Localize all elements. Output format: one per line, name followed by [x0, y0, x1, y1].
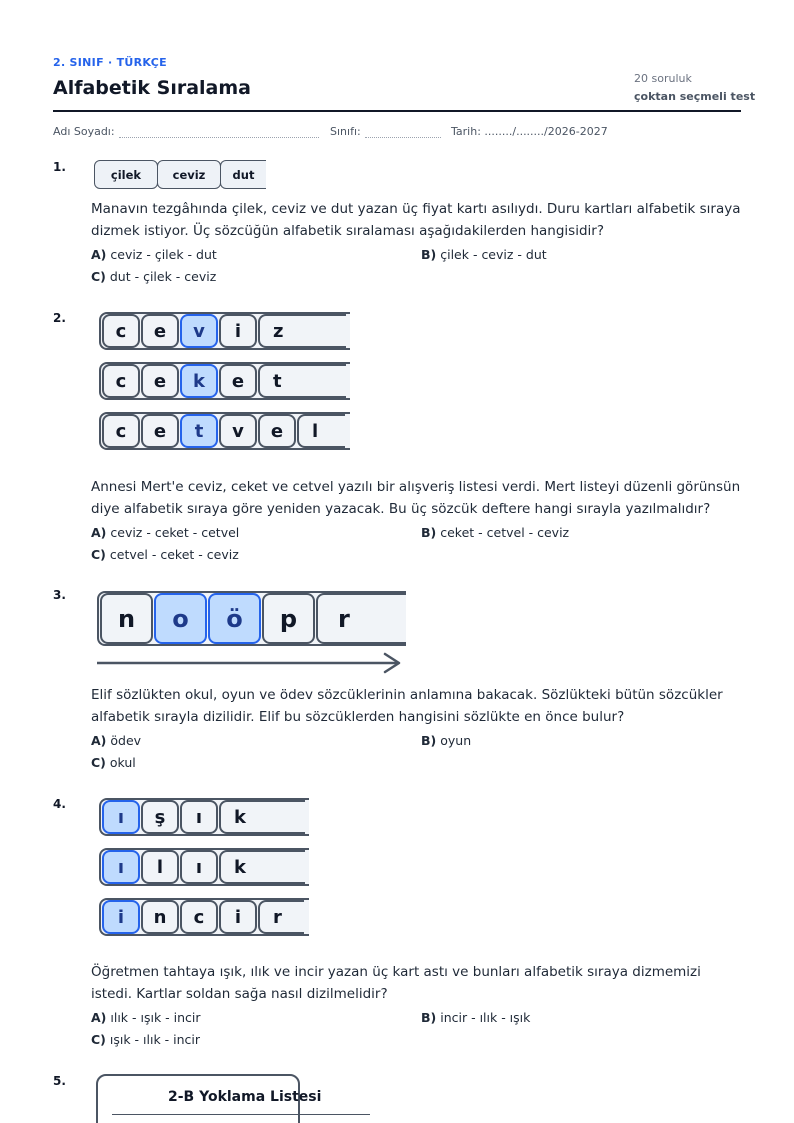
price-card: dut [220, 160, 266, 189]
letter-tile: k [219, 800, 305, 834]
option-text: ışık - ılık - incir [109, 1032, 201, 1047]
letter-tile: p [262, 593, 315, 644]
letter-tile-highlighted: k [180, 364, 218, 398]
option-b[interactable] [421, 525, 569, 540]
letter-tile: e [141, 414, 179, 448]
option-letter: A) [91, 247, 107, 262]
option-text: çilek - ceviz - dut [440, 247, 547, 262]
letter-tile: c [180, 900, 218, 934]
class-field[interactable] [330, 125, 441, 138]
option-text: incir - ılık - ışık [440, 1010, 531, 1025]
letter-tile: ı [180, 800, 218, 834]
option-text: ceviz - çilek - dut [110, 247, 217, 262]
question-text: Öğretmen tahtaya ışık, ılık ve incir yazan üç kart astı ve bunları alfabetik sıraya dizmemizi istedi. Kartlar soldan sağa nasıl dizilmelidir? [91, 964, 701, 1002]
letter-tile: z [258, 314, 346, 348]
option-a[interactable] [91, 247, 217, 262]
letter-tile: k [219, 850, 305, 884]
letter-tile-highlighted: ö [208, 593, 261, 644]
letter-tile: e [258, 414, 296, 448]
class-field-label: Sınıfı: [330, 125, 361, 138]
name-field-line [119, 128, 319, 138]
letter-tile: r [316, 593, 406, 644]
option-b[interactable] [421, 733, 471, 748]
question-number: 4. [53, 797, 66, 811]
option-letter: B) [421, 525, 437, 540]
alphabet-strip [97, 591, 406, 646]
letter-tile-highlighted: ı [102, 800, 140, 834]
letter-tile: v [219, 414, 257, 448]
letter-tile: t [258, 364, 346, 398]
option-text: ılık - ışık - incir [110, 1010, 201, 1025]
letter-tile: l [141, 850, 179, 884]
option-text: ceviz - ceket - cetvel [110, 525, 240, 540]
option-b[interactable] [421, 1010, 530, 1025]
letter-row [99, 848, 309, 886]
option-text: ceket - cetvel - ceviz [440, 525, 570, 540]
letter-tile-highlighted: o [154, 593, 207, 644]
option-c[interactable] [91, 547, 239, 562]
option-letter: C) [91, 269, 106, 284]
letter-row [99, 412, 350, 450]
header-divider [53, 110, 741, 112]
option-text: cetvel - ceket - ceviz [109, 547, 239, 562]
price-card: ceviz [157, 160, 221, 189]
subject-label: 2. SINIF · TÜRKÇE [53, 56, 167, 69]
letter-tile: ş [141, 800, 179, 834]
question-text: Annesi Mert'e ceviz, ceket ve cetvel yazılı bir alışveriş listesi verdi. Mert listeyi düzenli görünsün diye alfabetik sıraya göre yeniden yazacak. Bu üç sözcük deftere hangi sırayla yazılmalıdır? [91, 479, 741, 517]
option-letter: A) [91, 525, 107, 540]
name-field[interactable] [53, 125, 319, 138]
question-number: 1. [53, 160, 66, 174]
letter-tile-highlighted: v [180, 314, 218, 348]
test-type: çoktan seçmeli test [634, 90, 756, 103]
option-letter: C) [91, 1032, 106, 1047]
option-a[interactable] [91, 525, 239, 540]
price-cards [94, 160, 265, 189]
letter-tile: c [102, 364, 140, 398]
letter-tile: ı [180, 850, 218, 884]
option-text: dut - çilek - ceviz [109, 269, 217, 284]
letter-tile-highlighted: t [180, 414, 218, 448]
option-c[interactable] [91, 1032, 200, 1047]
letter-row [99, 362, 350, 400]
option-letter: C) [91, 755, 106, 770]
letter-tile: c [102, 414, 140, 448]
roster-title: 2-B Yoklama Listesi [168, 1089, 322, 1105]
option-letter: A) [91, 733, 107, 748]
direction-arrow-icon [97, 650, 403, 676]
letter-tile-highlighted: i [102, 900, 140, 934]
option-letter: B) [421, 733, 437, 748]
question-text: Manavın tezgâhında çilek, ceviz ve dut yazan üç fiyat kartı asılıydı. Duru kartları alfabetik sıraya dizmek istiyor. Üç sözcüğün alfabetik sıralaması aşağıdakilerden hangisidir? [91, 201, 741, 239]
letter-tile: n [141, 900, 179, 934]
price-card: çilek [94, 160, 158, 189]
letter-tile: i [219, 314, 257, 348]
question-number: 2. [53, 311, 66, 325]
option-a[interactable] [91, 1010, 201, 1025]
class-field-line [365, 128, 441, 138]
letter-row [99, 312, 350, 350]
question-count: 20 soruluk [634, 72, 692, 85]
question-text: Elif sözlükten okul, oyun ve ödev sözcüklerinin anlamına bakacak. Sözlükteki bütün sözcükler alfabetik sırayla dizilidir. Elif bu sözcüklerden hangisini sözlükte en önce bulur? [91, 687, 723, 725]
option-text: ödev [110, 733, 142, 748]
letter-row [99, 898, 309, 936]
letter-tile: e [219, 364, 257, 398]
name-field-label: Adı Soyadı: [53, 125, 115, 138]
question-number: 3. [53, 588, 66, 602]
letter-tile: e [141, 364, 179, 398]
letter-row [99, 798, 309, 836]
letter-tile-highlighted: ı [102, 850, 140, 884]
option-letter: C) [91, 547, 106, 562]
date-field[interactable] [451, 125, 608, 138]
option-letter: B) [421, 247, 437, 262]
letter-tile: r [258, 900, 304, 934]
letter-tile: i [219, 900, 257, 934]
page-title: Alfabetik Sıralama [53, 77, 251, 99]
option-c[interactable] [91, 755, 136, 770]
letter-tile: c [102, 314, 140, 348]
letter-tile: l [297, 414, 345, 448]
question-number: 5. [53, 1074, 66, 1088]
option-letter: B) [421, 1010, 437, 1025]
letter-tile: n [100, 593, 153, 644]
option-text: oyun [440, 733, 472, 748]
option-a[interactable] [91, 733, 141, 748]
letter-tile: e [141, 314, 179, 348]
option-c[interactable] [91, 269, 216, 284]
option-text: okul [109, 755, 136, 770]
date-field-label: Tarih: ......../......../2026-2027 [451, 125, 608, 138]
option-letter: A) [91, 1010, 107, 1025]
roster-divider [112, 1114, 370, 1115]
option-b[interactable] [421, 247, 547, 262]
